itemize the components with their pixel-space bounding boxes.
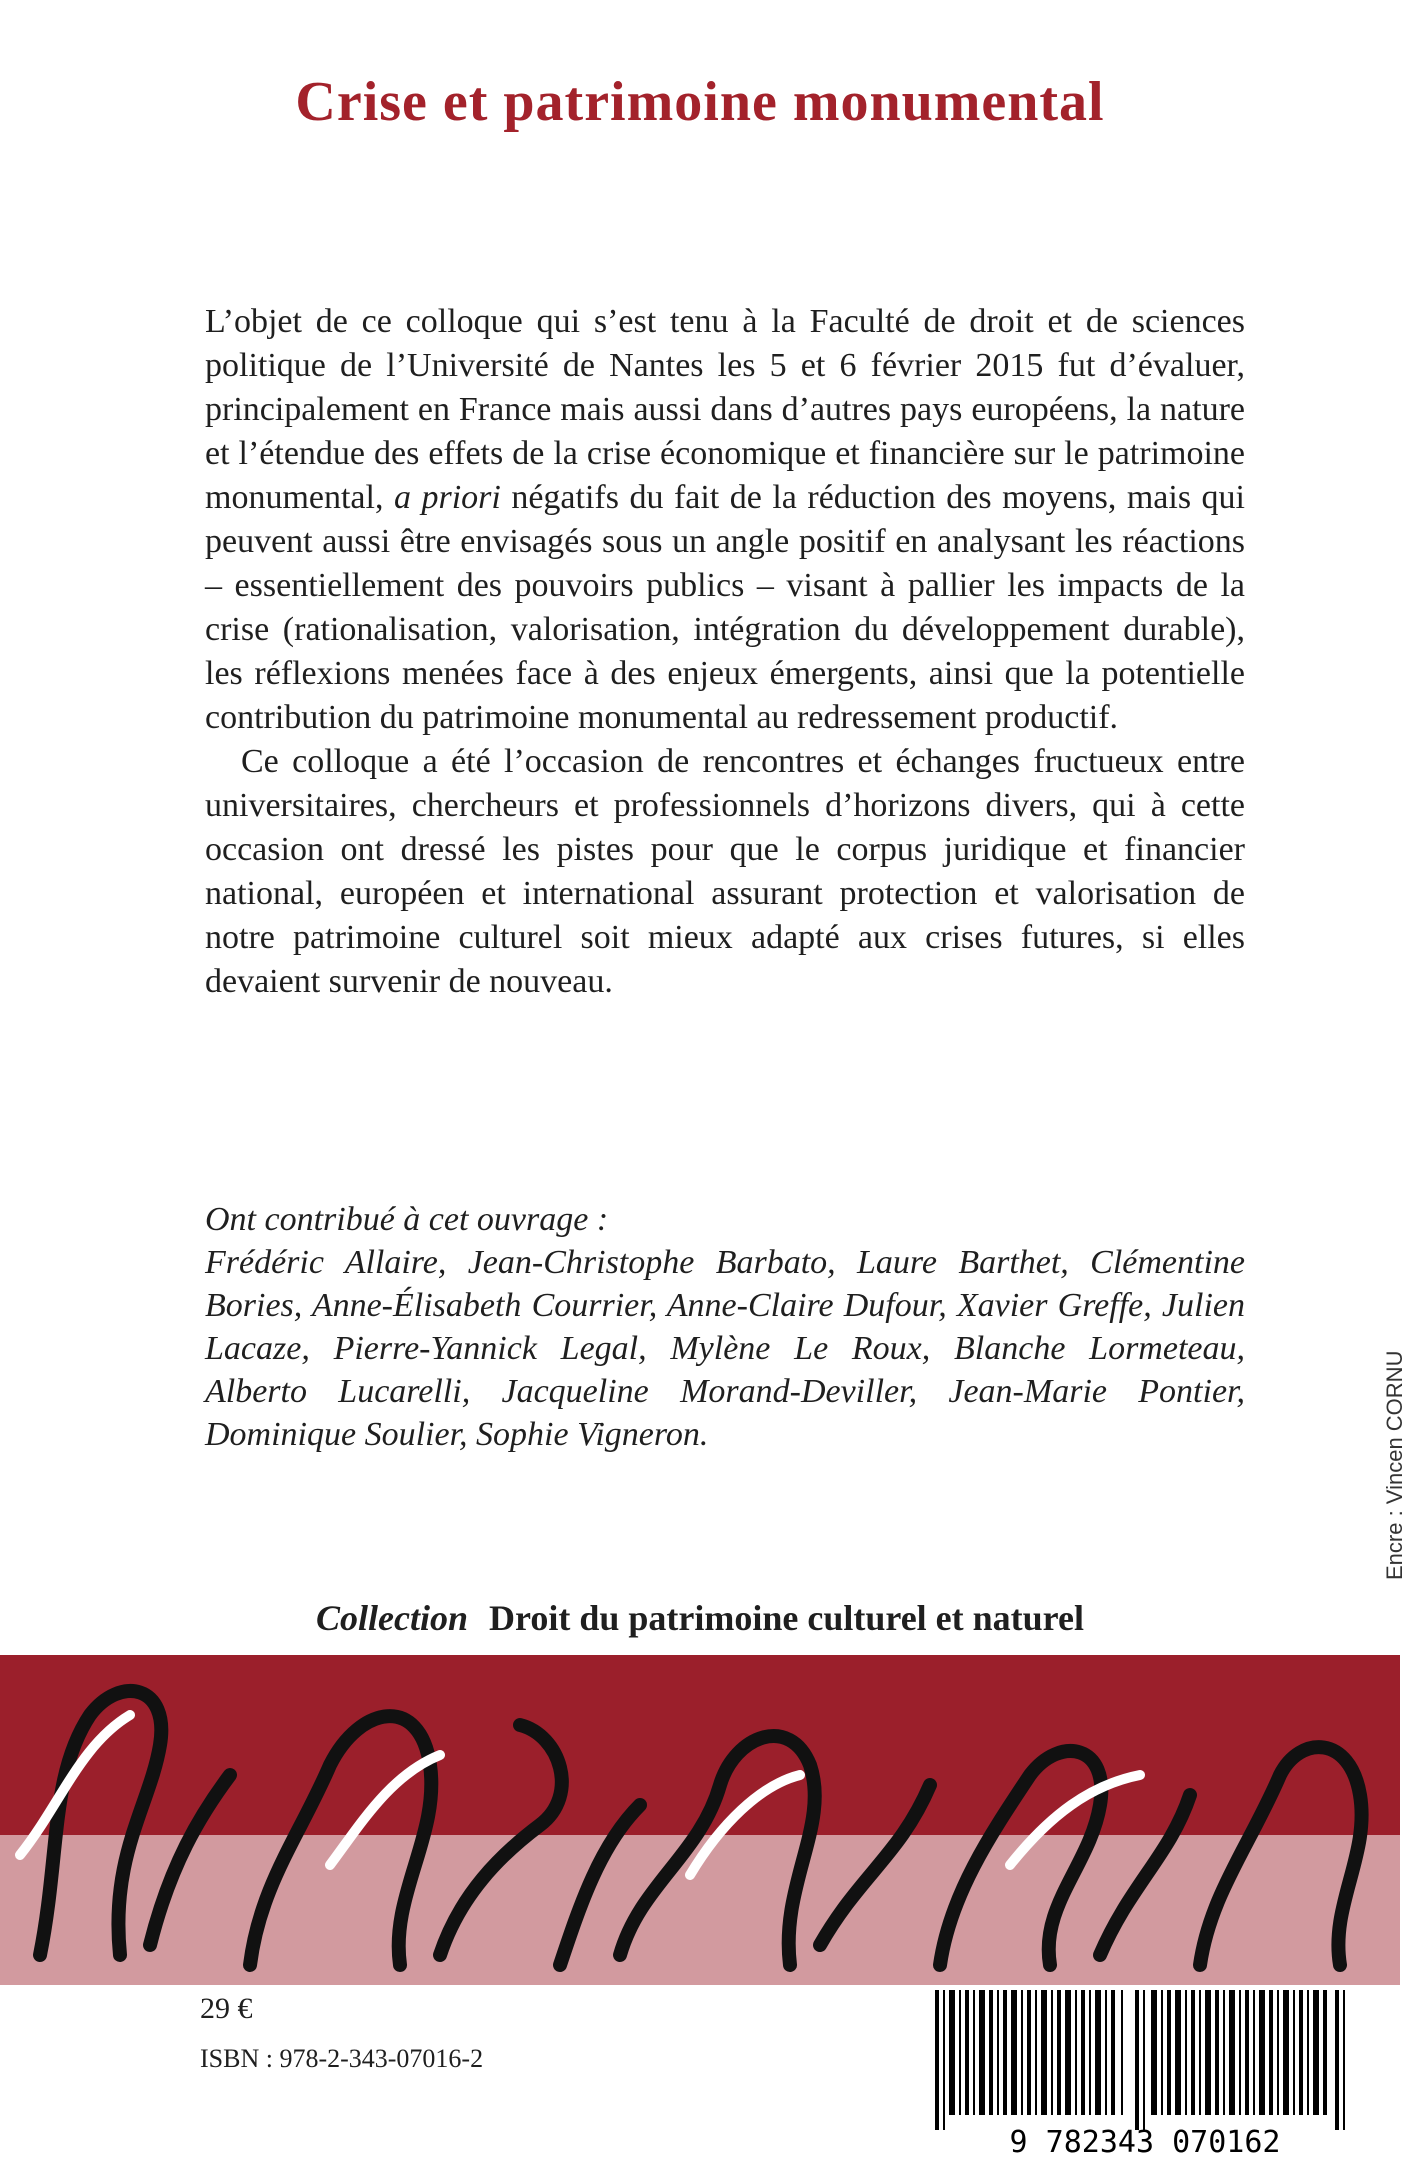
illustration-credit: Encre : Vincen CORNU <box>1382 1350 1407 1580</box>
contributors-intro: Ont contribué à cet ouvrage : <box>205 1201 609 1238</box>
isbn: ISBN : 978-2-343-07016-2 <box>200 2044 484 2073</box>
contributors-section <box>205 1198 1245 1456</box>
collection-name: Droit du patrimoine culturel et naturel <box>489 1598 1084 1638</box>
ink-figures-svg <box>0 1655 1400 1985</box>
collection-line <box>0 1597 1400 1639</box>
book-title: Crise et patrimoine monumental <box>295 71 1105 133</box>
barcode-svg <box>925 1990 1365 2160</box>
barcode-digits: 9 782343 070162 <box>1009 2125 1281 2160</box>
ink-figures-illustration <box>0 1655 1400 1985</box>
ean13-barcode <box>925 1990 1365 2160</box>
price: 29 € <box>200 1992 253 2025</box>
contributors-list: Frédéric Allaire, Jean-Christophe Barbato, Laure Barthet, Clémentine Bories, Anne-Élisabeth Courrier, Anne-Claire Dufour, Xavier Greffe, Julien Lacaze, Pierre-Yannick Legal, Mylène Le Roux, Blanche Lormeteau, Alberto Lucarelli, Jacqueline Morand-Deviller, Jean-Marie Pontier, Dominique Soulier, Sophie Vigneron. <box>205 1244 1245 1453</box>
collection-label: Collection <box>316 1598 469 1638</box>
summary-paragraph-1: L’objet de ce colloque qui s’est tenu à la Faculté de droit et de sciences politique de l’Université de Nantes les 5 et 6 février 2015 fut d’évaluer, principalement en France mais aussi dans d’autres pays européens, la nature et l’étendue des effets de la crise économique et financière sur le patrimoine monumental, a priori négatifs du fait de la réduction des moyens, mais qui peuvent aussi être envisagés sous un angle positif en analysant les réactions – essentiellement des pouvoirs publics – visant à pallier les impacts de la crise (rationalisation, valorisation, intégration du développement durable), les réflexions menées face à des enjeux émergents, ainsi que la potentielle contribution du patrimoine monumental au redressement productif. <box>205 303 1245 736</box>
back-cover-summary <box>205 300 1245 1004</box>
summary-paragraph-2: Ce colloque a été l’occasion de rencontres et échanges fructueux entre universitaires, chercheurs et professionnels d’horizons divers, qui à cette occasion ont dressé les pistes pour que le corpus juridique et financier national, européen et international assurant protection et valorisation de notre patrimoine culturel soit mieux adapté aux crises futures, si elles devaient survenir de nouveau. <box>205 743 1245 1000</box>
